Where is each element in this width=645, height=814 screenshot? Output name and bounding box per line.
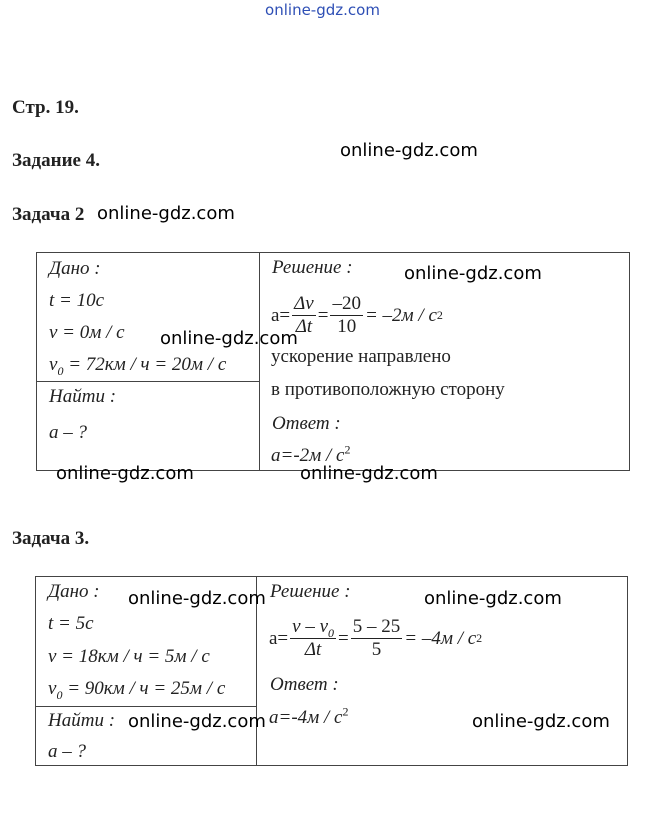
answer-text: a=-4м / c	[269, 707, 343, 728]
note-line-1: ускорение направлено	[271, 346, 451, 367]
given-label: Дано :	[49, 258, 101, 279]
watermark: online-gdz.com	[97, 203, 235, 224]
row-divider	[37, 381, 259, 382]
top-watermark[interactable]: online-gdz.com	[265, 1, 380, 19]
equals-sign: =	[317, 304, 329, 326]
column-divider	[259, 253, 260, 470]
velocity-fraction	[290, 616, 336, 661]
given-initial-velocity	[49, 354, 227, 378]
given-time: t = 5c	[48, 613, 94, 634]
fraction-denominator: Δt	[304, 638, 322, 660]
problem2-heading: Задача 2	[12, 204, 85, 225]
equals-sign: =	[338, 627, 349, 649]
fraction-numerator: 5 – 25	[352, 615, 401, 637]
fraction-denominator: 5	[371, 638, 382, 660]
watermark: online-gdz.com	[56, 463, 194, 484]
page-heading: Стр. 19.	[12, 97, 79, 118]
answer-label: Ответ :	[270, 674, 339, 695]
fraction-numerator: Δv	[294, 292, 314, 314]
given-velocity: v = 0м / c	[49, 322, 125, 343]
answer-label: Ответ :	[272, 413, 341, 434]
formula-prefix: a=	[269, 627, 289, 649]
watermark: online-gdz.com	[160, 328, 298, 349]
watermark: online-gdz.com	[300, 463, 438, 484]
acceleration-formula: a= $\frac{v - v_0}{\Delta t}$ = $\frac{5 - 25}{5}$ = –4м / c 2	[269, 615, 483, 660]
watermark: online-gdz.com	[424, 588, 562, 609]
find-value: a – ?	[49, 422, 87, 443]
solution-label: Решение :	[272, 257, 353, 278]
find-label: Найти :	[49, 386, 117, 407]
numeric-fraction	[351, 616, 403, 661]
answer-exponent: 2	[344, 442, 351, 457]
given-initial-velocity	[48, 678, 226, 702]
acceleration-formula: a= $\frac{\Delta v}{\Delta t}$ = $\frac{-20}{10}$ = –2м / c 2	[271, 292, 443, 337]
fraction-denominator: Δt	[295, 315, 313, 337]
numeric-fraction	[330, 293, 363, 338]
numerator-text: v – v	[292, 615, 329, 637]
given-velocity: v = 18км / ч = 5м / c	[48, 646, 210, 667]
watermark: online-gdz.com	[340, 140, 478, 161]
v0-subscript: 0	[56, 687, 63, 702]
solution-label: Решение :	[270, 581, 351, 602]
v0-symbol: v	[48, 678, 57, 699]
find-value: a – ?	[48, 741, 86, 762]
fraction-numerator	[290, 616, 336, 639]
fraction-denominator: 10	[337, 315, 357, 337]
watermark: online-gdz.com	[472, 711, 610, 732]
formula-result: = –4м / c	[404, 627, 477, 649]
row-divider	[36, 706, 256, 707]
v0-value: = 90км / ч = 25м / c	[67, 678, 226, 699]
watermark: online-gdz.com	[128, 588, 266, 609]
answer-value	[269, 704, 349, 728]
formula-prefix: a=	[271, 304, 291, 326]
fraction-numerator: –20	[332, 292, 361, 314]
task-heading: Задание 4.	[12, 150, 100, 171]
formula-result: = –2м / c	[364, 304, 437, 326]
v0-symbol: v	[49, 354, 58, 375]
problem2-table	[36, 252, 630, 471]
find-label: Найти :	[48, 710, 116, 731]
note-line-2: в противоположную сторону	[271, 379, 505, 400]
watermark: online-gdz.com	[404, 263, 542, 284]
watermark: online-gdz.com	[128, 711, 266, 732]
numerator-subscript: 0	[328, 625, 335, 640]
answer-text: a=-2м / c	[271, 445, 345, 466]
given-label: Дано :	[48, 581, 100, 602]
v0-subscript: 0	[57, 363, 64, 378]
problem3-heading: Задача 3.	[12, 528, 90, 549]
given-time: t = 10c	[49, 290, 105, 311]
v0-value: = 72км / ч = 20м / c	[68, 354, 227, 375]
answer-exponent: 2	[342, 704, 349, 719]
